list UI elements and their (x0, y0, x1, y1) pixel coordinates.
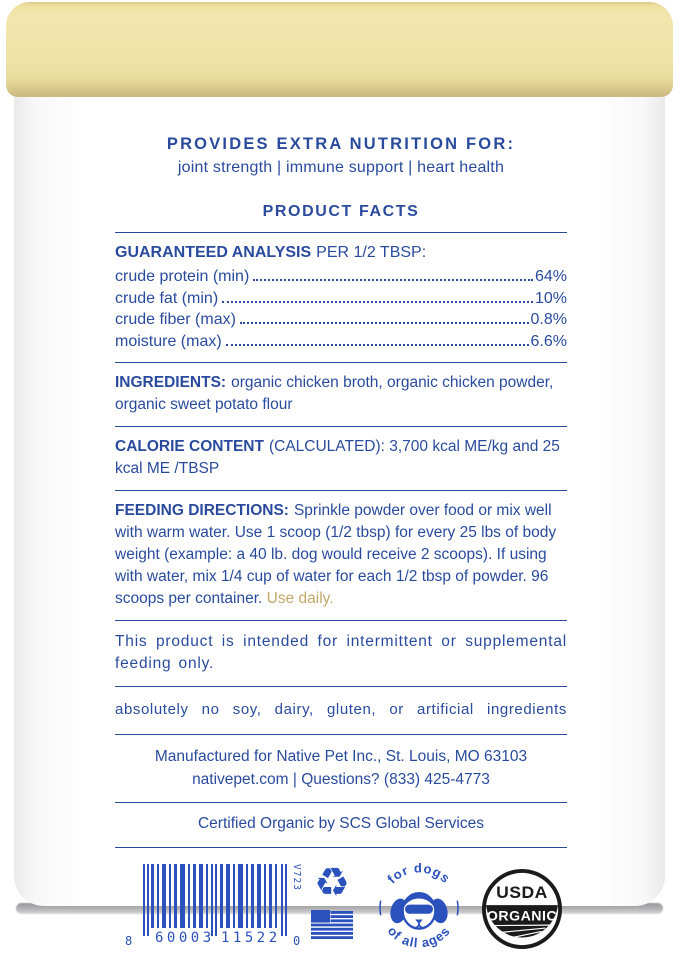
guaranteed-analysis-section (115, 232, 567, 362)
barcode-digits-group1: 60003 (155, 930, 215, 946)
barcode-side-code: V723 (291, 864, 302, 891)
feeding-text (115, 500, 567, 610)
for-dogs-of-all-ages-badge (371, 860, 467, 956)
guaranteed-analysis-heading (115, 242, 567, 264)
container-lid (6, 2, 673, 97)
usda-text: USDA (496, 882, 548, 903)
footer-icons-row (115, 847, 567, 962)
calorie-label: CALORIE CONTENT (115, 438, 264, 455)
product-facts-title: PRODUCT FACTS (262, 203, 420, 220)
svg-text:for dogs (384, 860, 453, 886)
feeding-directions-section (115, 490, 567, 620)
ga-label: crude fiber (max) (115, 311, 236, 328)
intermittent-feeding-note: This product is intended for intermittent or supplemental feeding only. (115, 620, 567, 686)
dot-leader (222, 301, 533, 303)
usda-organic-seal (481, 868, 563, 950)
manufacturer-address: Manufactured for Native Pet Inc., St. Louis, MO 63103 (154, 748, 528, 765)
tagline-title: PROVIDES EXTRA NUTRITION FOR: (166, 135, 516, 153)
ingredients-label: INGREDIENTS: (115, 374, 227, 391)
dog-face-icon (388, 893, 450, 929)
ingredients-value: organic chicken broth, organic chicken powder, organic sweet potato flour (115, 374, 554, 413)
ga-label: crude protein (min) (115, 268, 250, 285)
ga-value: 10% (534, 289, 567, 307)
container-body (14, 88, 665, 951)
calorie-content-section (115, 426, 567, 490)
barcode-digit-left: 8 (125, 934, 133, 948)
ga-label: moisture (max) (115, 332, 222, 350)
ga-row-fiber (115, 309, 567, 331)
dot-leader (240, 322, 529, 324)
us-flag-icon (311, 910, 353, 939)
ingredients-text (115, 372, 567, 416)
tagline-subtitle: joint strength | immune support | heart health (177, 159, 505, 176)
upc-barcode (123, 862, 302, 962)
back-label (115, 135, 567, 962)
feeding-value: Sprinkle powder over food or mix well with warm water. Use 1 scoop (1/2 tbsp) for every 25 lbs of body weight (example: a 40 lb. dog would receive 2 scoops). If using with water, mix 1/4 cup of water for each 1/2 tbsp of powder. 96 scoops per container. (115, 502, 557, 607)
dot-leader (253, 279, 533, 281)
calorie-text (115, 436, 567, 480)
manufacturer-contact: nativepet.com | Questions? (833) 425-4773 (192, 771, 490, 788)
manufacturer-section (115, 734, 567, 802)
badge-bottom-text: of all ages (384, 923, 454, 951)
barcode-digit-right: 0 (293, 934, 301, 948)
ingredients-section (115, 362, 567, 426)
use-daily-note: Use daily. (266, 590, 334, 607)
barcode-digits-group2: 11522 (221, 930, 281, 946)
ga-row-moisture (115, 331, 567, 353)
recycle-flag-stack (307, 862, 357, 939)
ga-heading-rest: PER 1/2 TBSP: (316, 244, 427, 261)
ga-heading-bold: GUARANTEED ANALYSIS (115, 244, 312, 261)
certified-organic-note: Certified Organic by SCS Global Services (115, 802, 567, 847)
no-artificial-ingredients-note: absolutely no soy, dairy, gluten, or artificial ingredients (115, 686, 567, 734)
dot-leader (226, 344, 529, 346)
ga-value: 0.8% (530, 311, 567, 328)
recycling-icon: ♻ (314, 860, 350, 906)
badge-top-text: for dogs (384, 860, 454, 887)
feeding-label: FEEDING DIRECTIONS: (115, 502, 289, 519)
barcode-bars (143, 864, 289, 940)
ga-row-fat (115, 288, 567, 310)
ga-label: crude fat (min) (115, 289, 219, 307)
ga-value: 6.6% (530, 332, 567, 350)
calorie-value: (CALCULATED): 3,700 kcal ME/kg and 25 kcal ME /TBSP (115, 438, 560, 477)
ga-value: 64% (534, 268, 567, 285)
ga-row-protein (115, 266, 567, 288)
organic-text: ORGANIC (486, 907, 558, 924)
